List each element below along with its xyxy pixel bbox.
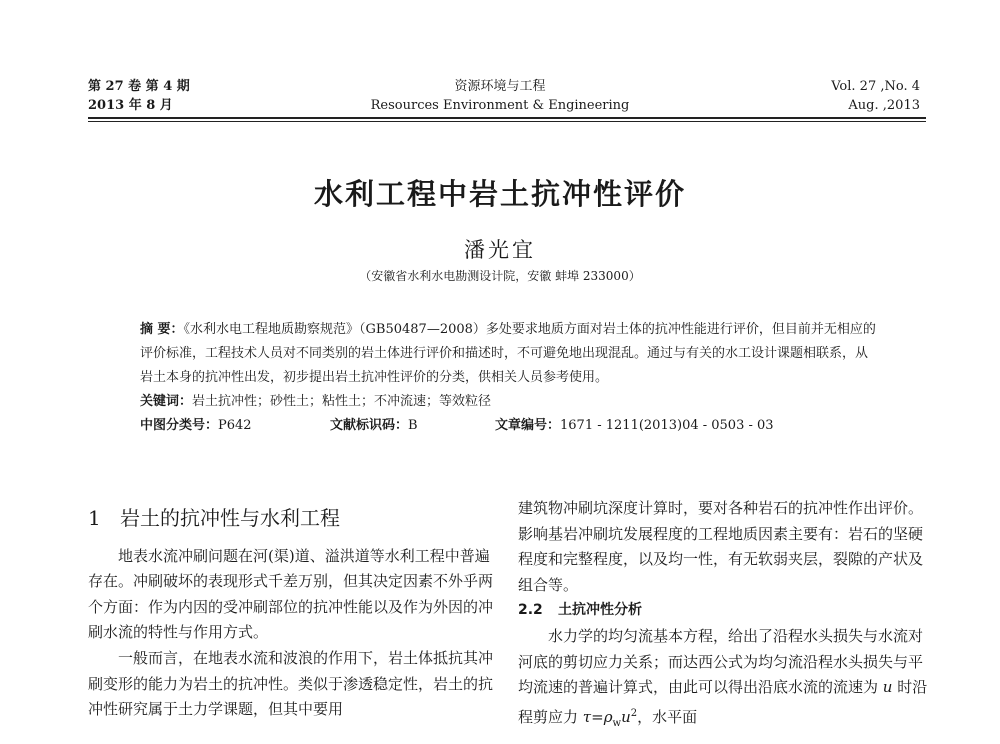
journal-name-en: Resources Environment & Engineering [370, 98, 630, 113]
keywords [140, 390, 880, 414]
abstract-block [140, 318, 880, 438]
equals-sign: = [591, 707, 604, 726]
keywords-text: 岩土抗冲性；砂性土；粘性土；不冲流速；等效粒径 [192, 394, 492, 409]
doc-code-label: 文献标识码： [330, 418, 409, 433]
abstract [140, 318, 880, 390]
subsection-title: 土抗冲性分析 [558, 602, 642, 619]
article-no-label: 文章编号： [495, 418, 561, 433]
shear-stress-symbol: τ [582, 707, 592, 726]
paragraph-text: 水力学的均匀流基本方程，给出了沿程水头损失与水流对河底的剪切应力关系；而达西公式为均匀流沿程水头损失与平均流速的普遍计算式，由此可以得出沿底水流的流速为 [518, 626, 924, 697]
author-name: 潘光宜 [464, 238, 536, 262]
volume-issue: 第 27 卷 第 4 期 [88, 79, 190, 94]
article-no-group [495, 414, 774, 438]
body-paragraph: 建筑物冲刷坑深度计算时，要对各种岩石的抗冲性作出评价。影响基岩冲刷坑发展程度的工程地质因素主要有：岩石的坚硬程度和完整程度，以及均一性，有无软弱夹层，裂隙的产状及组合等。 [518, 499, 924, 594]
velocity-symbol: u [882, 678, 893, 697]
paragraph-text: 时沿程剪应力 [518, 678, 928, 726]
journal-name-cn: 资源环境与工程 [454, 79, 546, 94]
clc-value: P642 [218, 418, 252, 433]
body-paragraph [518, 624, 930, 736]
doc-code-group [330, 414, 495, 438]
section-heading [88, 506, 500, 532]
paragraph-text: ，水平面 [637, 707, 698, 726]
body-paragraph: 地表水流冲刷问题在河(渠)道、溢洪道等水利工程中普遍存在。冲刷破坏的表现形式千差万别，但其决定因素不外乎两个方面：作为内因的受冲刷部位的抗冲性能以及作为外因的冲刷水流的特性与作用方式。 [88, 546, 494, 642]
journal-issue-info-en [831, 77, 920, 115]
exponent: 2 [630, 707, 638, 719]
clc-group [140, 414, 330, 438]
issue-date-en: Aug. ,2013 [848, 98, 920, 113]
body-paragraph: 一般而言，在地表水流和波浪的作用下，岩土体抵抗其冲刷变形的能力为岩土的抗冲性。类似于渗透稳定性，岩土的抗冲性研究属于土力学课题，但其中要用 [88, 648, 494, 719]
section-title: 岩土的抗冲性与水利工程 [120, 506, 340, 530]
subsection-number: 2.2 [518, 602, 543, 619]
body-right-column [518, 496, 930, 736]
abstract-label: 摘 要： [140, 322, 184, 337]
volume-issue-en: Vol. 27 ,No. 4 [831, 79, 920, 94]
clc-label: 中图分类号： [140, 418, 219, 433]
subsection-heading [518, 598, 930, 624]
density-symbol: ρ [603, 707, 613, 726]
article-title: 水利工程中岩土抗冲性评价 [313, 177, 686, 211]
issue-date: 2013 年 8 月 [88, 98, 173, 113]
classification-line [140, 414, 880, 438]
article-no-value: 1671 - 1211(2013)04 - 0503 - 03 [560, 418, 774, 433]
keywords-label: 关键词： [140, 394, 193, 409]
section-number: 1 [88, 506, 101, 530]
body-left-column [88, 498, 500, 723]
density-subscript: w [612, 717, 622, 729]
doc-code-value: B [408, 418, 418, 433]
velocity-symbol: u [621, 707, 631, 726]
author-affiliation: （安徽省水利水电勘测设计院，安徽 蚌埠 233000） [359, 269, 641, 283]
header-rule [88, 117, 926, 119]
abstract-text: 《水利水电工程地质勘察规范》（GB50487—2008）多处要求地质方面对岩土体的抗冲性能进行评价，但目前并无相应的评价标准，工程技术人员对不同类别的岩土体进行评价和描述时，不可避免地出现混乱。通过与有关的水工设计课题相联系，从岩土本身的抗冲性出发，初步提出岩土抗冲性评价的分类，供相关人员参考使用。 [140, 322, 876, 385]
header-rule-thin [88, 121, 926, 122]
